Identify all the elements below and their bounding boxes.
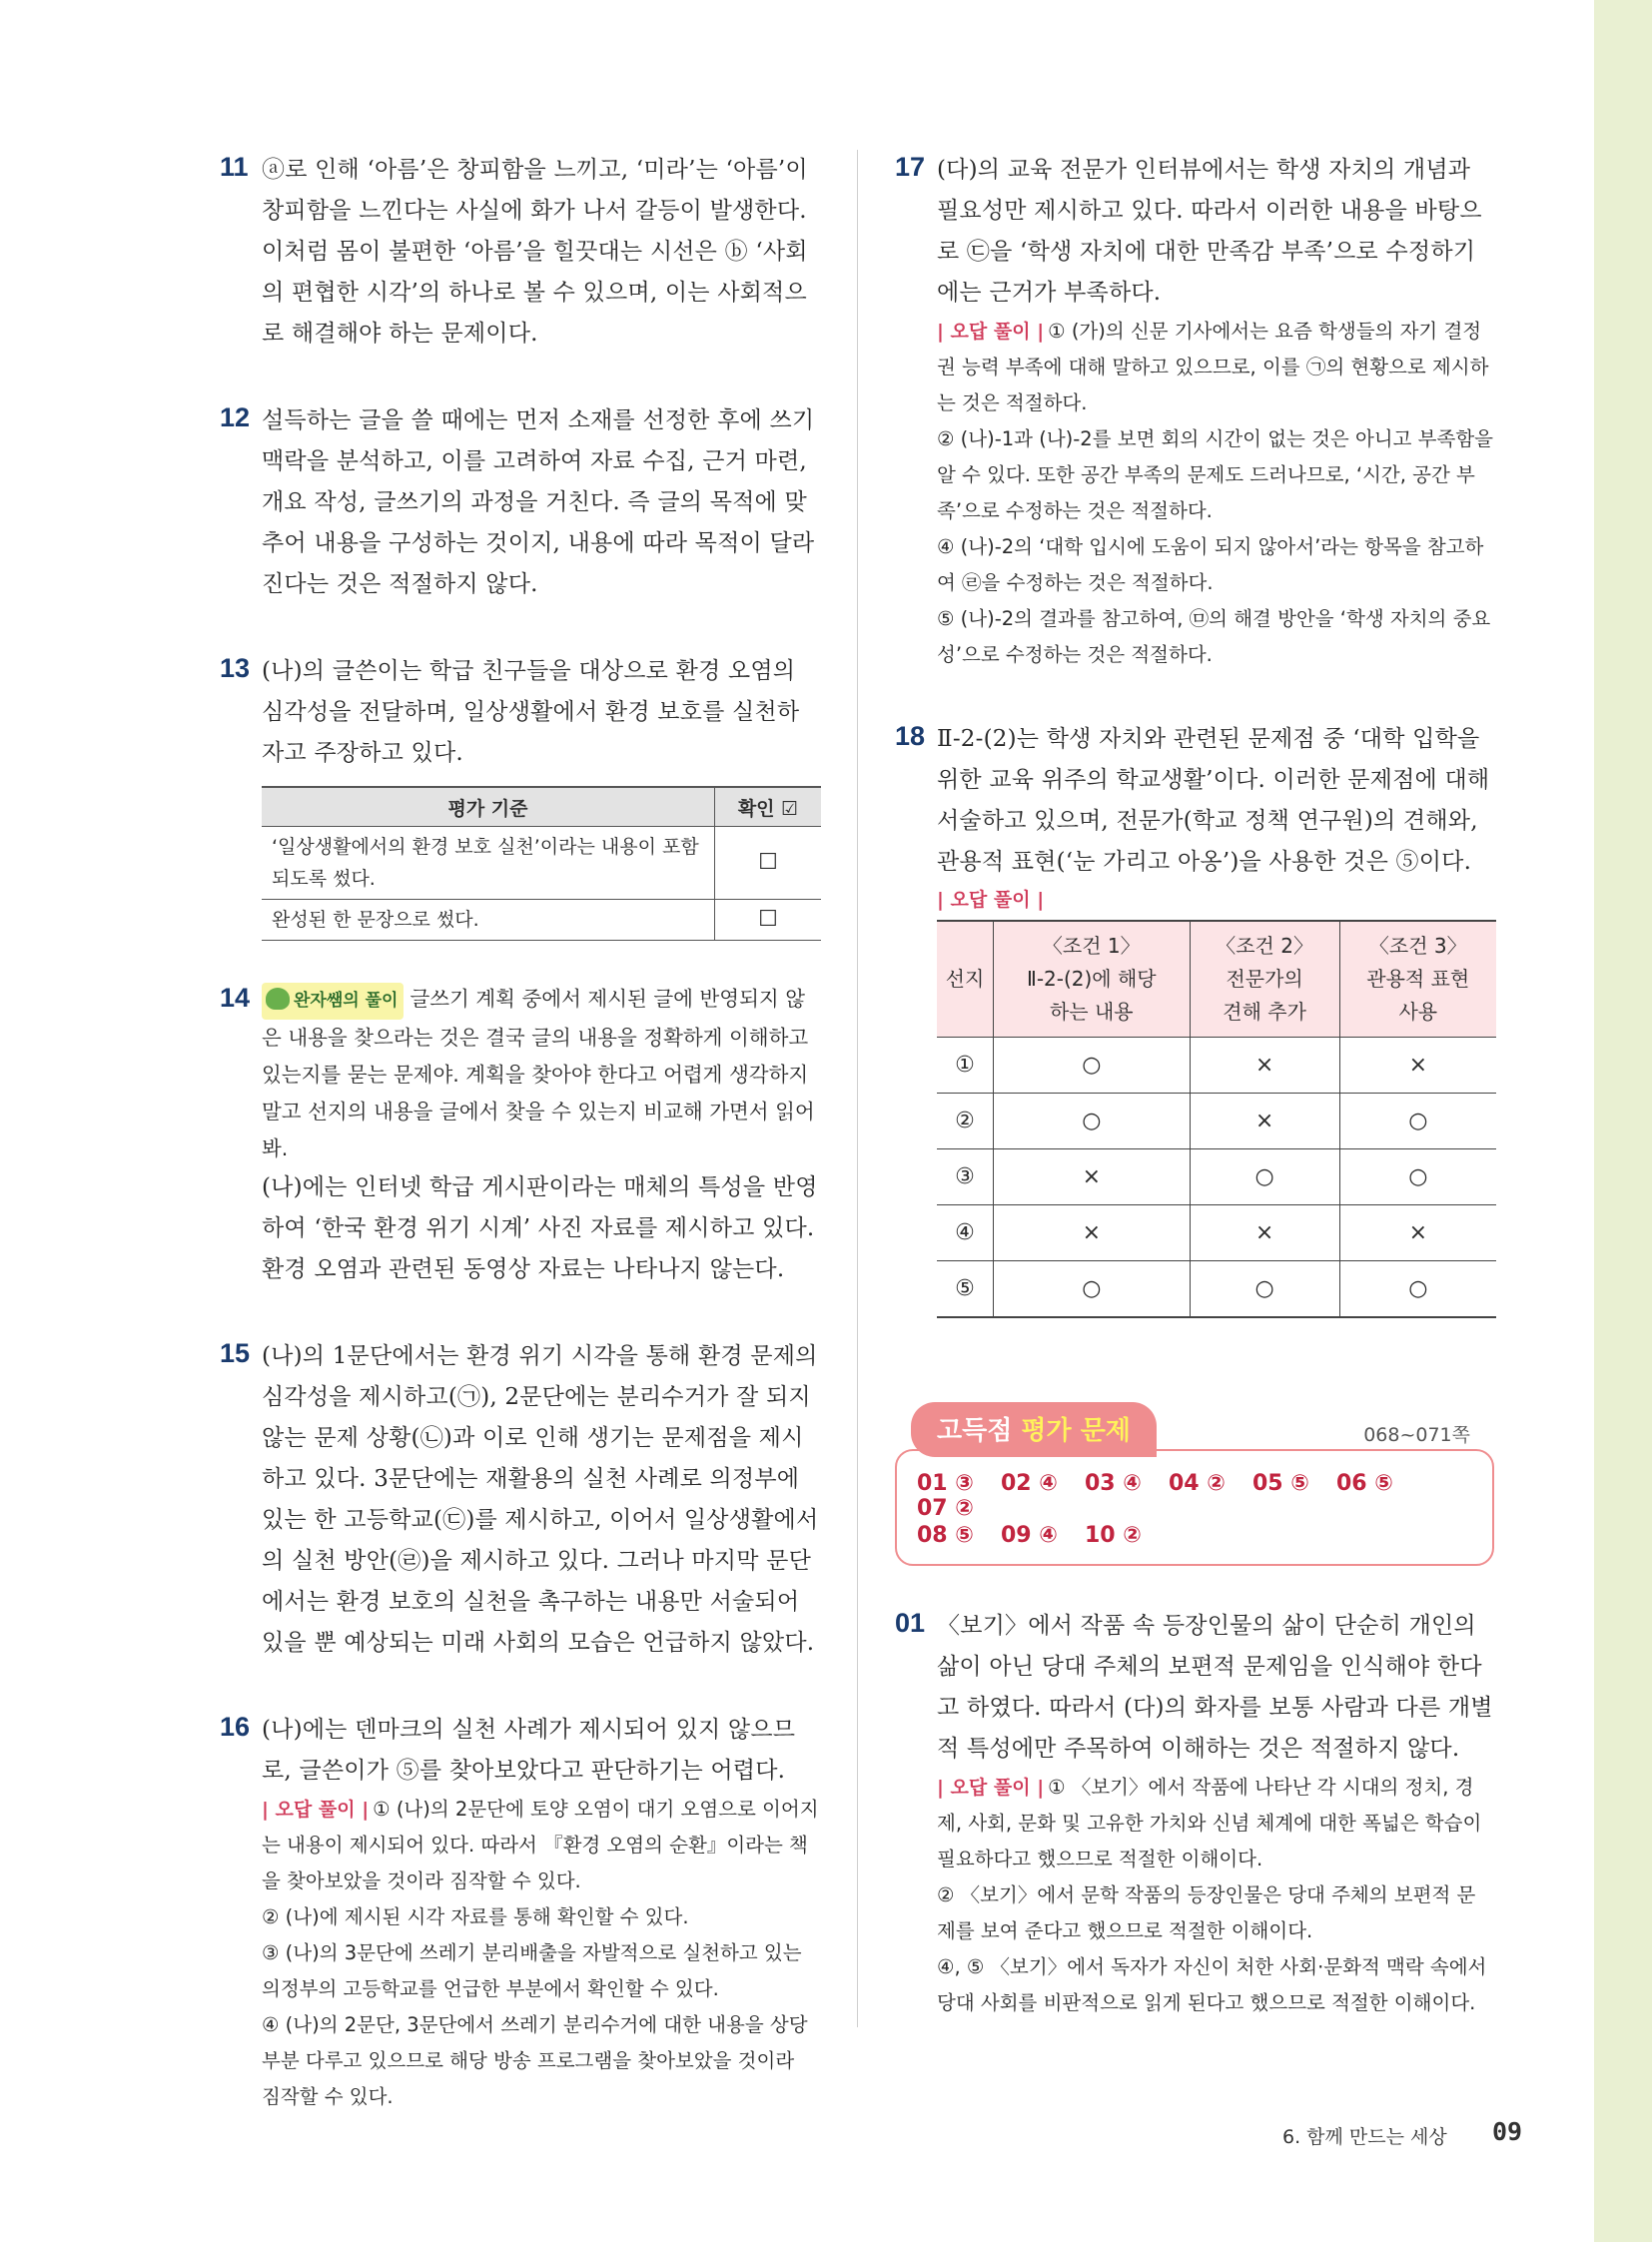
table-cell: ○ [1190, 1149, 1339, 1205]
table-cell: ④ [937, 1205, 994, 1261]
question-number: 01 [895, 1608, 926, 1638]
table-cell: ○ [994, 1094, 1191, 1149]
table-header: 〈조건 2〉 전문가의 견해 추가 [1190, 921, 1339, 1038]
wrong-answer-note: ② (나)에 제시된 시각 자료를 통해 확인할 수 있다. [262, 1905, 689, 1928]
wrong-answer-note: ④ (나)-2의 ‘대학 입시에 도움이 되지 않아서’라는 항목을 참고하여 ㉣을 수정하는 것은 적절하다. [937, 535, 1484, 594]
table-cell: × [1339, 1038, 1496, 1094]
teacher-badge: 완자쌤의 풀이 [262, 983, 404, 1020]
answer-item: 04 ② [1169, 1471, 1226, 1496]
highscore-title: 고득점 평가 문제 [911, 1402, 1157, 1457]
answer-text: (나)의 1문단에서는 환경 위기 시각을 통해 환경 문제의 심각성을 제시하고(㉠), 2문단에는 분리수거가 잘 되지 않는 문제 상황(㉡)과 이로 인해 생기는 문제점을 제시하고 있다. 3문단에는 재활용의 실천 사례로 의정부에 있는 한 고등학교(㉢)를 제시하고, 이어서 일상생활에서의 실천 방안(㉣)을 제시하고 있다. 그러나 마지막 문단에서는 환경 보호의 실천을 촉구하는 내용만 서술되어 있을 뿐 예상되는 미래 사회의 모습은 언급하지 않았다. [262, 1343, 819, 1656]
answer-text: (다)의 교육 전문가 인터뷰에서는 학생 자치의 개념과 필요성만 제시하고 있다. 따라서 이러한 내용을 바탕으로 ㉢을 ‘학생 자치에 대한 만족감 부족’으로 수정하기에는 근거가 부족하다. [937, 157, 1482, 306]
page-range: 068~071쪽 [1363, 1424, 1470, 1446]
answer-text: (나)에는 덴마크의 실천 사례가 제시되어 있지 않으므로, 글쓴이가 ⑤를 찾아보았다고 판단하기는 어렵다. [262, 1717, 796, 1784]
table-cell: ○ [1339, 1094, 1496, 1149]
answer-text: ⓐ로 인해 ‘아름’은 창피함을 느끼고, ‘미라’는 ‘아름’이 창피함을 느낀다는 사실에 화가 나서 갈등이 발생한다. 이처럼 몸이 불편한 ‘아름’을 힐끗대는 시선은 ⓑ ‘사회의 편협한 시각’의 하나로 볼 수 있으며, 이는 사회적으로 해결해야 하는 문제이다. [262, 157, 808, 347]
wrong-answer-tag: | 오답 풀이 | [937, 321, 1045, 343]
wrong-answer-tag: | 오답 풀이 | [937, 1777, 1045, 1799]
column-divider [857, 150, 858, 2027]
wrong-answer-tag: | 오답 풀이 | [262, 1799, 370, 1821]
answer-17 [895, 150, 1494, 673]
table-cell: × [1190, 1094, 1339, 1149]
chapter-title: 6. 함께 만드는 세상 [1282, 2126, 1447, 2148]
table-cell: ② [937, 1094, 994, 1149]
answer-key-box [895, 1449, 1494, 1566]
question-number: 14 [220, 983, 251, 1013]
table-cell: ○ [1339, 1261, 1496, 1318]
condition-table [937, 920, 1496, 1318]
table-cell: ① [937, 1038, 994, 1094]
wrong-answer-note: ② 〈보기〉에서 문학 작품의 등장인물은 당대 주체의 보편적 문제를 보여 준다고 했으므로 적절한 이해이다. [937, 1883, 1476, 1942]
answer-item: 02 ④ [1001, 1471, 1058, 1496]
table-cell: ○ [1190, 1261, 1339, 1318]
answer-text: Ⅱ-2-(2)는 학생 자치와 관련된 문제점 중 ‘대학 입학을 위한 교육 위주의 학교생활’이다. 이러한 문제점에 대해 서술하고 있으며, 전문가(학교 정책 연구원)의 견해와, 관용적 표현(‘눈 가리고 아옹’)을 사용한 것은 ⑤이다. [937, 726, 1490, 875]
answer-text: 〈보기〉에서 작품 속 등장인물의 삶이 단순히 개인의 삶이 아닌 당대 주체의 보편적 문제임을 인식해야 한다고 하였다. 따라서 (다)의 화자를 보통 사람과 다른 개별적 특성에만 주목하여 이해하는 것은 적절하지 않다. [937, 1613, 1493, 1762]
wrong-answer-note: ② (나)-1과 (나)-2를 보면 회의 시간이 없는 것은 아니고 부족함을 알 수 있다. 또한 공간 부족의 문제도 드러나므로, ‘시간, 공간 부족’으로 수정하는 것은 적절하다. [937, 427, 1493, 522]
wrong-answer-note: ④ (나)의 2문단, 3문단에서 쓰레기 분리수거에 대한 내용을 상당 부분 다루고 있으므로 해당 방송 프로그램을 찾아보았을 것이라 짐작할 수 있다. [262, 2013, 808, 2108]
side-color-strip [1594, 0, 1652, 2242]
answer-text: 설득하는 글을 쓸 때에는 먼저 소재를 선정한 후에 쓰기 맥락을 분석하고, 이를 고려하여 자료 수집, 근거 마련, 개요 작성, 글쓰기의 과정을 거친다. 즉 글의 목적에 맞추어 내용을 구성하는 것이지, 내용에 따라 목적이 달라진다는 것은 적절하지 않다. [262, 407, 815, 597]
table-cell: ③ [937, 1149, 994, 1205]
left-column [220, 150, 819, 2161]
table-header: 〈조건 3〉 관용적 표현 사용 [1339, 921, 1496, 1038]
table-cell: × [994, 1149, 1191, 1205]
answer-item: 10 ② [1085, 1523, 1142, 1548]
table-row [937, 1261, 1496, 1318]
right-column [895, 150, 1494, 2067]
question-number: 16 [220, 1712, 251, 1742]
question-number: 11 [220, 152, 249, 182]
table-cell: ○ [994, 1038, 1191, 1094]
answer-text: (나)의 글쓴이는 학급 친구들을 대상으로 환경 오염의 심각성을 전달하며, 일상생활에서 환경 보호를 실천하자고 주장하고 있다. [262, 658, 800, 766]
wrong-answer-tag: | 오답 풀이 | [937, 889, 1045, 911]
answer-text: (나)에는 인터넷 학급 게시판이라는 매체의 특성을 반영하여 ‘한국 환경 위기 시계’ 사진 자료를 제시하고 있다. 환경 오염과 관련된 동영상 자료는 나타나지 않는다. [262, 1174, 818, 1282]
checkbox[interactable]: ☐ [715, 827, 822, 900]
wrong-answer-note: | 오답 풀이 | ① 〈보기〉에서 작품에 나타난 각 시대의 정치, 경제, 사회, 문화 및 고유한 가치와 신념 체계에 대한 폭넓은 학습이 필요하다고 했으므로 적절한 이해이다. [937, 1776, 1482, 1870]
table-row [937, 1149, 1496, 1205]
turtle-icon [266, 988, 290, 1010]
question-number: 12 [220, 402, 251, 432]
answer-15 [220, 1336, 819, 1664]
criterion-text: ‘일상생활에서의 환경 보호 실천’이라는 내용이 포함되도록 썼다. [262, 827, 715, 900]
answer-14 [220, 981, 819, 1290]
answer-item: 08 ⑤ [917, 1523, 974, 1548]
answer-item: 09 ④ [1001, 1523, 1058, 1548]
wrong-answer-note: ④, ⑤ 〈보기〉에서 독자가 자신이 처한 사회·문화적 맥락 속에서 당대 사회를 비판적으로 읽게 된다고 했으므로 적절한 이해이다. [937, 1955, 1487, 2014]
criterion-text: 완성된 한 문장으로 썼다. [262, 900, 715, 941]
table-row [262, 827, 821, 900]
table-cell: ○ [994, 1261, 1191, 1318]
wrong-answer-note: | 오답 풀이 | ① (나)의 2문단에 토양 오염이 대기 오염으로 이어지는 내용이 제시되어 있다. 따라서 『환경 오염의 순환』이라는 책을 찾아보았을 것이라 짐작할 수 있다. [262, 1798, 819, 1892]
table-row [937, 1205, 1496, 1261]
answer-item: 01 ③ [917, 1471, 974, 1496]
table-cell: × [1190, 1205, 1339, 1261]
table-row [262, 900, 821, 941]
question-number: 13 [220, 653, 251, 683]
question-number: 18 [895, 721, 926, 751]
table-cell: × [994, 1205, 1191, 1261]
table-header: 확인 ☑ [715, 787, 822, 827]
page-number: 09 [1492, 2117, 1523, 2146]
table-cell: ○ [1339, 1149, 1496, 1205]
answer-item: 03 ④ [1085, 1471, 1142, 1496]
table-row [937, 1094, 1496, 1149]
question-number: 15 [220, 1338, 251, 1368]
wrong-answer-note: ⑤ (나)-2의 결과를 참고하여, ㉤의 해결 방안을 ‘학생 자치의 중요성’으로 수정하는 것은 적절하다. [937, 607, 1491, 666]
table-cell: × [1190, 1038, 1339, 1094]
answer-item: 05 ⑤ [1252, 1471, 1309, 1496]
answer-row [917, 1523, 1472, 1548]
table-row [937, 1038, 1496, 1094]
wrong-answer-note: | 오답 풀이 | ① (가)의 신문 기사에서는 요즘 학생들의 자기 결정권 능력 부족에 대해 말하고 있으므로, 이를 ㉠의 현황으로 제시하는 것은 적절하다. [937, 320, 1489, 414]
answer-12 [220, 400, 819, 605]
checkbox[interactable]: ☐ [715, 900, 822, 941]
table-header: 〈조건 1〉 Ⅱ-2-(2)에 해당 하는 내용 [994, 921, 1191, 1038]
answer-row [917, 1471, 1472, 1521]
answer-item: 06 ⑤ [1336, 1471, 1393, 1496]
question-number: 17 [895, 152, 926, 182]
answer-16 [220, 1710, 819, 2115]
table-cell: ⑤ [937, 1261, 994, 1318]
table-header: 평가 기준 [262, 787, 715, 827]
wrong-answer-note: ③ (나)의 3문단에 쓰레기 분리배출을 자발적으로 실천하고 있는 의정부의 고등학교를 언급한 부분에서 확인할 수 있다. [262, 1941, 802, 2000]
answer-13 [220, 651, 819, 941]
evaluation-table [262, 786, 821, 941]
table-cell: × [1339, 1205, 1496, 1261]
answer-11 [220, 150, 819, 355]
answer-18 [895, 719, 1494, 1318]
table-header: 선지 [937, 921, 994, 1038]
teacher-commentary: 완자쌤의 풀이 글쓰기 계획 중에서 제시된 글에 반영되지 않은 내용을 찾으라는 것은 결국 글의 내용을 정확하게 이해하고 있는지를 묻는 문제야. 계획을 찾아야 한다고 어렵게 생각하지 말고 선지의 내용을 글에서 찾을 수 있는지 비교해 가면서 읽어 봐. [262, 981, 819, 1167]
answer-item: 07 ② [917, 1496, 974, 1521]
highscore-section [895, 1402, 1494, 1566]
answer-01 [895, 1606, 1494, 2021]
